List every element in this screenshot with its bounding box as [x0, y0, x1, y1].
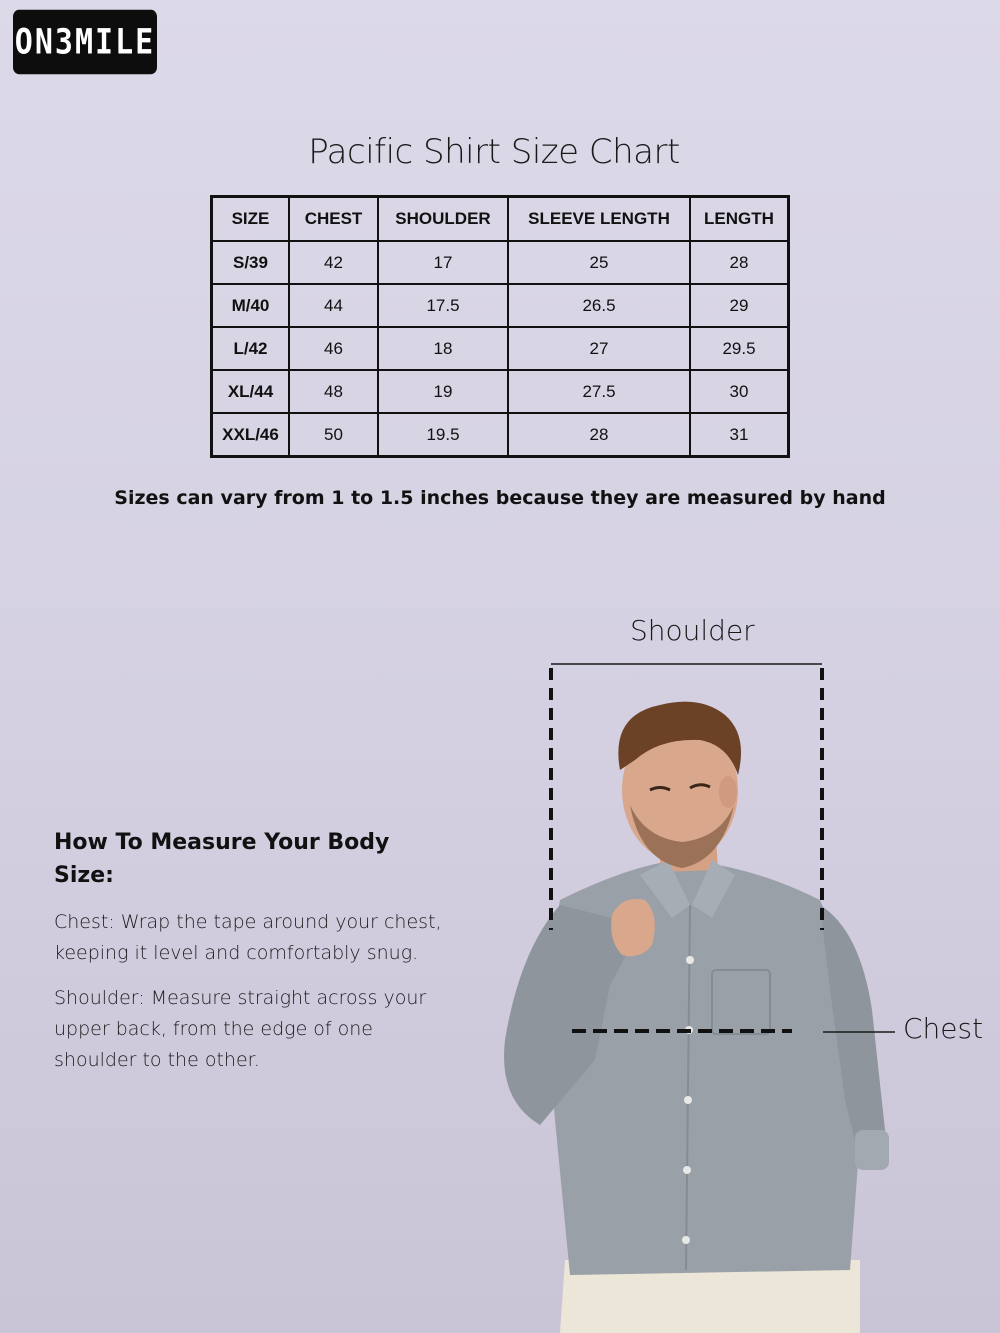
sleeve-length-cell: 26.5: [508, 284, 690, 327]
chest-cell: 50: [289, 413, 378, 457]
sleeve-length-cell: 28: [508, 413, 690, 457]
header-chest: CHEST: [289, 197, 378, 242]
howto-title: How To Measure Your Body Size:: [54, 830, 390, 888]
shoulder-cell: 17.5: [378, 284, 508, 327]
header-length: LENGTH: [690, 197, 789, 242]
brand-logo: ON3MILE: [13, 10, 157, 74]
chest-cell: 44: [289, 284, 378, 327]
sleeve-length-cell: 27.5: [508, 370, 690, 413]
model-illustration: [504, 702, 889, 1333]
chest-cell: 42: [289, 241, 378, 284]
size-cell: XL/44: [212, 370, 290, 413]
length-cell: 30: [690, 370, 789, 413]
length-cell: 29.5: [690, 327, 789, 370]
shoulder-cell: 17: [378, 241, 508, 284]
chest-cell: 48: [289, 370, 378, 413]
length-cell: 28: [690, 241, 789, 284]
chart-title: Pacific Shirt Size Chart: [308, 132, 680, 172]
length-cell: 31: [690, 413, 789, 457]
shoulder-cell: 18: [378, 327, 508, 370]
header-shoulder: SHOULDER: [378, 197, 508, 242]
shoulder-cell: 19: [378, 370, 508, 413]
size-cell: XXL/46: [212, 413, 290, 457]
shoulder-label: Shoulder: [630, 614, 755, 647]
howto-shoulder: Shoulder: Measure straight across your upper back, from the edge of one shoulder to the other.: [54, 987, 427, 1071]
measurement-note: Sizes can vary from 1 to 1.5 inches because they are measured by hand: [114, 487, 886, 509]
size-cell: S/39: [212, 241, 290, 284]
howto-chest: Chest: Wrap the tape around your chest, keeping it level and comfortably snug.: [54, 911, 442, 964]
chest-cell: 46: [289, 327, 378, 370]
sleeve-length-cell: 27: [508, 327, 690, 370]
shoulder-cell: 19.5: [378, 413, 508, 457]
sleeve-length-cell: 25: [508, 241, 690, 284]
header-size: SIZE: [212, 197, 290, 242]
size-cell: L/42: [212, 327, 290, 370]
header-sleeve-length: SLEEVE LENGTH: [508, 197, 690, 242]
chest-label: Chest: [903, 1012, 984, 1045]
length-cell: 29: [690, 284, 789, 327]
size-cell: M/40: [212, 284, 290, 327]
